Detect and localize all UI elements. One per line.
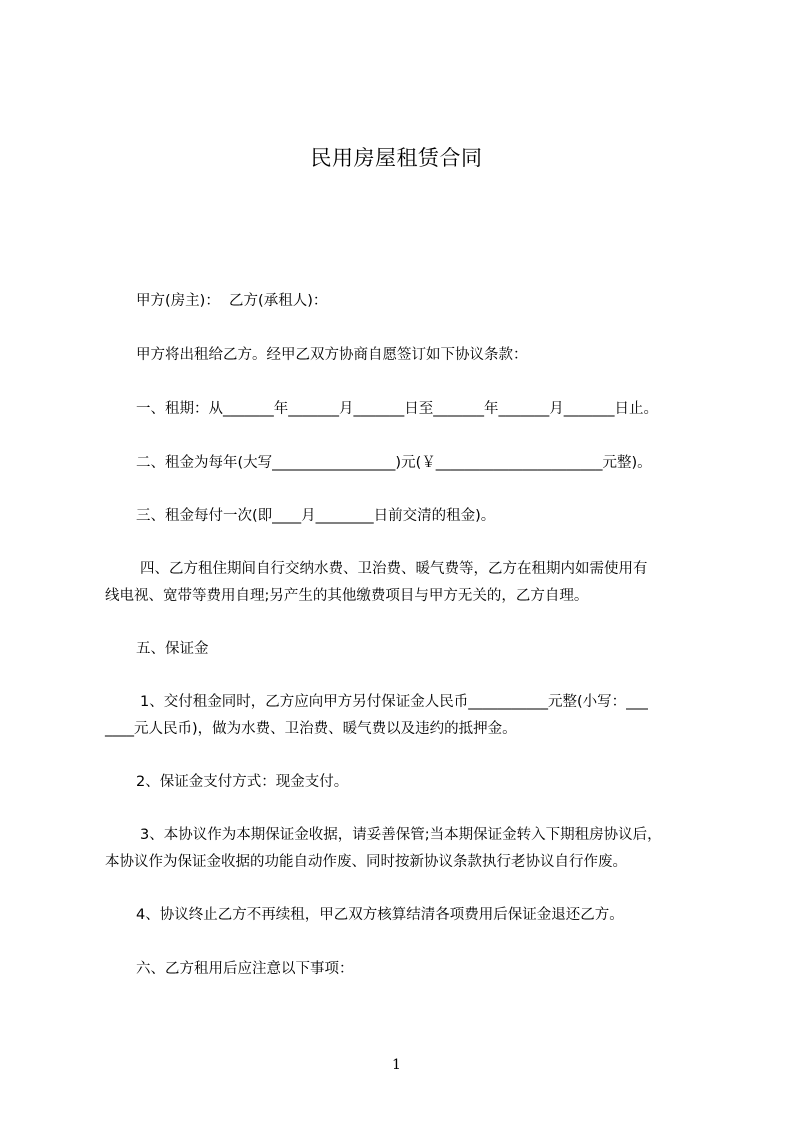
deposit-item-4: 4、协议终止乙方不再续租，甲乙双方核算结清各项费用后保证金退还乙方。: [136, 907, 624, 923]
clause-rent-payment: 三、租金每付一次(即____月________日前交清的租金)。: [136, 508, 496, 524]
clause-lease-term: 一、租期：从_______年_______月_______日至_______年_______月_______日止。: [136, 401, 658, 417]
clause-utilities-line-1: 四、乙方租住期间自行交纳水费、卫治费、暖气费等，乙方在租期内如需使用有: [140, 561, 648, 577]
deposit-item-2: 2、保证金支付方式：现金支付。: [136, 774, 349, 790]
page-title: 民用房屋租赁合同: [310, 146, 483, 170]
deposit-item-1-line-1: 1、交付租金同时，乙方应向甲方另付保证金人民币___________元整(小写：___: [140, 694, 648, 710]
clause-rent-amount: 二、租金为每年(大写_________________)元(￥_______________________元整)。: [136, 455, 652, 471]
clause-utilities-line-2: 线电视、宽带等费用自理;另产生的其他缴费项目与甲方无关的，乙方自理。: [105, 588, 589, 604]
deposit-item-3-line-2: 本协议作为保证金收据的功能自动作废、同时按新协议条款执行老协议自行作废。: [105, 854, 627, 870]
intro-paragraph: 甲方将出租给乙方。经甲乙双方协商自愿签订如下协议条款：: [136, 347, 528, 363]
page-number: 1: [392, 1057, 401, 1073]
deposit-item-1-line-2: ____元人民币)，做为水费、卫治费、暖气费以及违约的抵押金。: [105, 721, 517, 737]
parties-line: 甲方(房主)： 乙方(承租人)：: [136, 293, 328, 309]
clause-tenant-notes-heading: 六、乙方租用后应注意以下事项：: [136, 961, 354, 977]
deposit-item-3-line-1: 3、本协议作为本期保证金收据，请妥善保管;当本期保证金转入下期租房协议后，: [140, 827, 662, 843]
clause-deposit-heading: 五、保证金: [136, 641, 209, 657]
